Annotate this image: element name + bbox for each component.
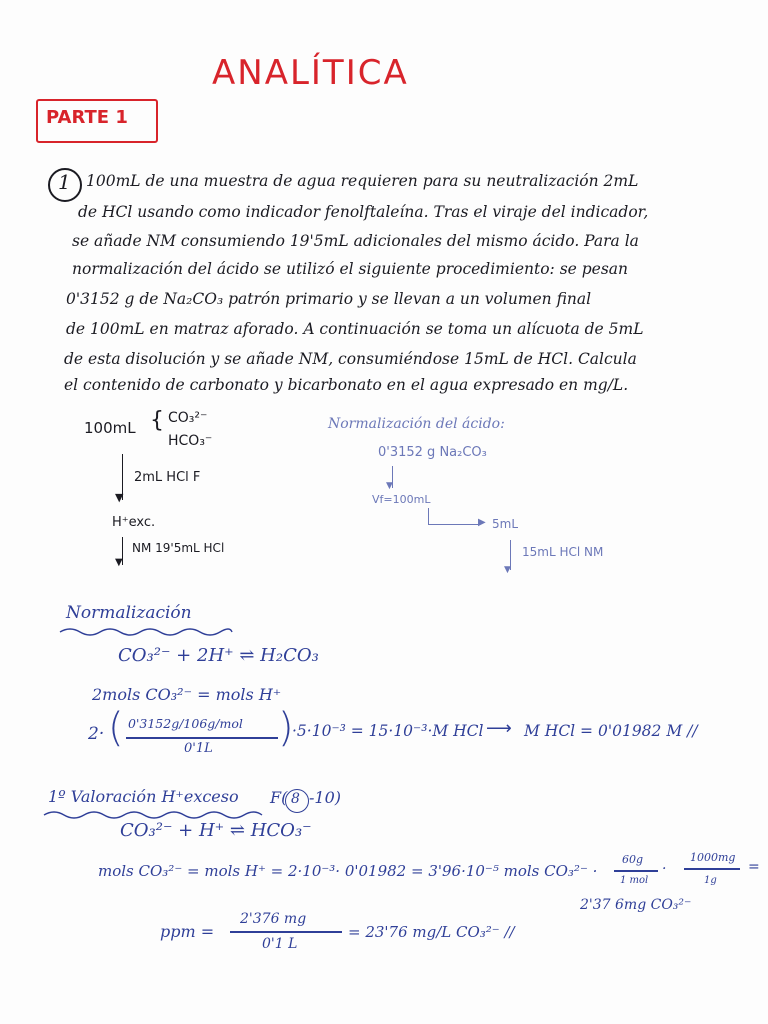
- right-arrow-icon: ▶: [478, 517, 486, 528]
- problem-line-7: de esta disolución y se añade NM, consumiéndose 15mL de HCl. Calcula: [64, 350, 637, 368]
- normalization-aliquot: 5mL: [492, 517, 519, 531]
- normalization-scheme-heading: Normalización del ácido:: [328, 416, 505, 432]
- ppm-fraction-bar: [230, 931, 342, 933]
- calc-prefix: 2·: [88, 724, 105, 744]
- normalizacion-heading: Normalización: [66, 603, 192, 623]
- open-paren: (: [108, 705, 124, 751]
- problem-number: 1: [58, 170, 71, 194]
- scheme-step-1: 2mL HCl F: [134, 470, 201, 485]
- indicator-range-circled: 8: [291, 791, 300, 807]
- multiply-dot: ·: [662, 861, 667, 877]
- mass-result: 2'37 6mg CO₃²⁻: [580, 897, 692, 913]
- valoracion-reaction: CO₃²⁻ + H⁺ ⇌ HCO₃⁻: [120, 820, 312, 841]
- normalization-volume: Vf=100mL: [372, 493, 431, 506]
- problem-line-6: de 100mL en matraz aforado. A continuación se toma un alícuota de 5mL: [66, 320, 644, 338]
- valoracion-heading: 1º Valoración H⁺exceso: [48, 787, 239, 806]
- problem-line-1: 100mL de una muestra de agua requieren para su neutralización 2mL: [86, 172, 639, 190]
- calc-fraction-numerator: 0'3152g/106g/mol: [128, 716, 243, 731]
- indicator-range-prefix: F(: [270, 788, 288, 807]
- equals-sign: =: [748, 859, 760, 875]
- problem-line-4: normalización del ácido se utilizó el siguiente procedimiento: se pesan: [72, 260, 629, 278]
- close-paren: ): [278, 705, 294, 751]
- normalization-mass: 0'3152 g Na₂CO₃: [378, 445, 487, 460]
- problem-line-3: se añade NM consumiendo 19'5mL adicionales del mismo ácido. Para la: [72, 232, 639, 250]
- ppm-result: = 23'76 mg/L CO₃²⁻ //: [348, 923, 515, 941]
- normalization-mol-relation: 2mols CO₃²⁻ = mols H⁺: [92, 685, 282, 704]
- factor-1-numerator: 60g: [622, 853, 644, 866]
- factor-2-numerator: 1000mg: [690, 851, 736, 864]
- scheme-species-bicarbonate: HCO₃⁻: [168, 433, 213, 449]
- brace-icon: {: [150, 408, 164, 433]
- problem-line-8: el contenido de carbonato y bicarbonato en el agua expresado en mg/L.: [64, 376, 629, 394]
- down-arrow-icon: ▼: [115, 491, 124, 504]
- ppm-numerator: 2'376 mg: [240, 911, 307, 927]
- problem-line-5: 0'3152 g de Na₂CO₃ patrón primario y se llevan a un volumen final: [66, 290, 592, 308]
- factor-2-bar: [684, 868, 740, 870]
- scheme-species-carbonate: CO₃²⁻: [168, 410, 208, 426]
- problem-line-2: de HCl usando como indicador fenolftaleína. Tras el viraje del indicador,: [78, 203, 649, 221]
- normalization-result: M HCl = 0'01982 M //: [524, 722, 698, 740]
- right-arrow-icon: ⟶: [486, 718, 512, 739]
- normalization-titrant: 15mL HCl NM: [522, 545, 604, 559]
- normalization-reaction: CO₃²⁻ + 2H⁺ ⇌ H₂CO₃: [118, 645, 319, 666]
- ppm-denominator: 0'1 L: [262, 936, 298, 952]
- part-label: PARTE 1: [46, 107, 128, 128]
- calc-middle: ·5·10⁻³ = 15·10⁻³·M HCl: [292, 722, 484, 740]
- factor-1-denominator: 1 mol: [620, 875, 649, 886]
- scheme-sample-volume: 100mL: [84, 419, 136, 437]
- factor-1-bar: [614, 870, 658, 872]
- calc-fraction-denominator: 0'1L: [184, 741, 213, 756]
- indicator-range-suffix: -10): [309, 788, 342, 807]
- scheme-step-2: NM 19'5mL HCl: [132, 541, 225, 555]
- valoracion-mols-line: mols CO₃²⁻ = mols H⁺ = 2·10⁻³· 0'01982 = 3'96·10⁻⁵ mols CO₃²⁻ ·: [98, 862, 598, 880]
- factor-2-denominator: 1g: [704, 875, 717, 886]
- down-arrow-icon: ▼: [386, 481, 393, 491]
- page-title: ANALÍTICA: [212, 53, 409, 93]
- down-arrow-icon: ▼: [115, 557, 123, 568]
- ppm-label: ppm =: [160, 922, 215, 941]
- down-arrow-icon: ▼: [504, 565, 511, 575]
- scheme-excess: H⁺exc.: [112, 515, 156, 530]
